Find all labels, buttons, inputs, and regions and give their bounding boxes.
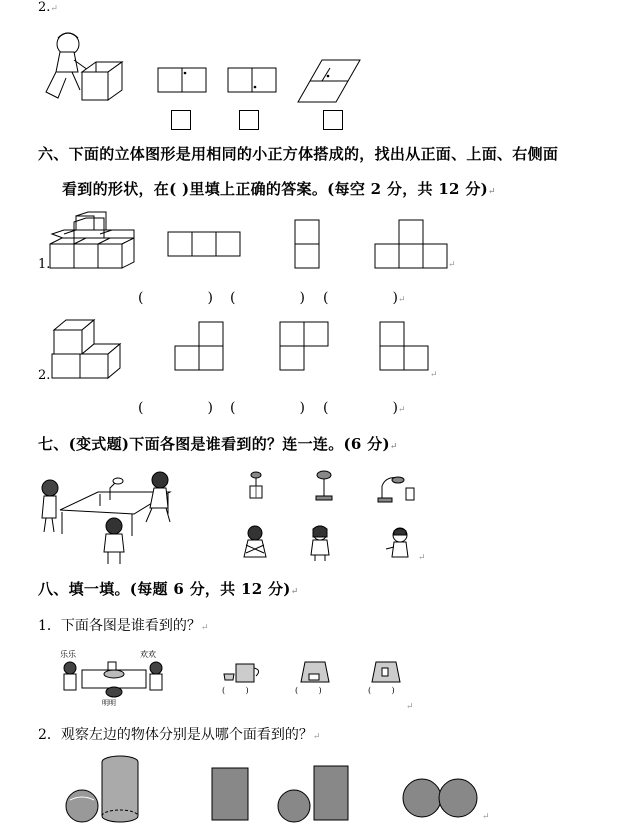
answer-paren-2c[interactable]: ( )↵: [323, 400, 406, 416]
small-paren-1[interactable]: ( ): [222, 686, 249, 695]
return-mark: ↵: [406, 702, 414, 712]
view-1a-three-horizontal: [168, 232, 240, 256]
small-paren-3[interactable]: ( ): [368, 686, 395, 695]
kettle-view-2: [297, 658, 333, 684]
section8-question2: 2．观察左边的物体分别是从哪个面看到的？↵: [38, 727, 321, 743]
section8-question1: 1．下面各图是谁看到的？↵: [38, 618, 209, 634]
item-number-top: 2.↵: [38, 0, 58, 15]
kid-view-girl: [305, 525, 335, 561]
answer-box-1[interactable]: [171, 110, 191, 130]
section8-title: 八、填一填。(每题 6 分，共 12 分)↵: [38, 580, 299, 598]
answer-paren-1c[interactable]: ( )↵: [323, 290, 406, 306]
kettle-view-3: [368, 658, 404, 684]
view-rectangle-grey: [212, 768, 248, 820]
kids-table-scene-small: [58, 648, 168, 706]
kid-view-boy-side: [384, 527, 414, 561]
section7-title: 七、(变式题)下面各图是谁看到的？连一连。(6 分)↵: [38, 435, 398, 453]
answer-box-3[interactable]: [323, 110, 343, 130]
view-double-square-2: [228, 68, 276, 92]
lamp-view-angled: [378, 474, 422, 504]
kid-label-lele: 乐乐: [60, 650, 76, 659]
lamp-view-front: [246, 470, 266, 500]
view-two-circles: [402, 778, 482, 818]
kids-around-table-illustration: [38, 470, 178, 565]
section6-title-line1: 六、下面的立体图形是用相同的小正方体搭成的，找出从正面、上面、右侧面: [38, 145, 559, 163]
answer-paren-2b[interactable]: ( ): [230, 400, 305, 416]
kid-label-huanhuan: 欢欢: [140, 650, 156, 659]
answer-paren-1a[interactable]: ( ): [138, 290, 213, 306]
view-double-square-1: [158, 68, 206, 92]
return-mark: ↵: [418, 553, 426, 563]
solid-figure-1: [48, 212, 134, 270]
answer-paren-2a[interactable]: ( ): [138, 400, 213, 416]
boy-with-cubes-illustration: [38, 30, 133, 105]
kid-view-back: [240, 525, 270, 559]
small-paren-2[interactable]: ( ): [295, 686, 322, 695]
kid-label-mingming: 明明: [102, 699, 116, 707]
section6-item2-number: 2.: [38, 368, 51, 383]
view-2a-l-shape: [175, 322, 223, 370]
kettle-view-1: [222, 660, 264, 684]
return-mark: ↵: [430, 370, 438, 380]
return-mark: ↵: [448, 260, 456, 270]
return-mark: ↵: [482, 812, 490, 822]
view-1b-two-vertical: [295, 220, 319, 268]
answer-paren-1b[interactable]: ( ): [230, 290, 305, 306]
section6-title-line2: 看到的形状，在( )里填上正确的答案。(每空 2 分，共 12 分)↵: [62, 180, 496, 198]
ball-and-cylinder: [64, 754, 144, 824]
view-1c-t-shape: [375, 220, 447, 268]
section6-item1-number: 1.: [38, 257, 51, 272]
view-circle-and-rectangle: [276, 766, 348, 822]
solid-figure-2: [48, 318, 120, 380]
view-parallelogram: [298, 60, 360, 102]
view-2c-l-shape: [380, 322, 428, 370]
answer-box-2[interactable]: [239, 110, 259, 130]
lamp-view-side: [312, 470, 336, 502]
view-2b-gamma-shape: [280, 322, 328, 370]
